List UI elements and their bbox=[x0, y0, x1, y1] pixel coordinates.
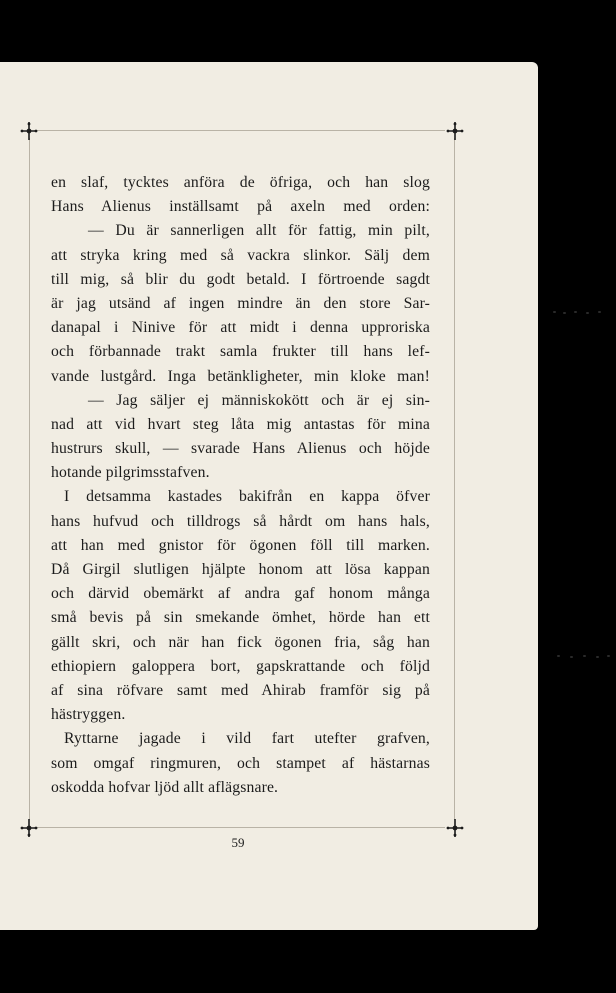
text-line: och därvid obemärkt af andra gaf honom många bbox=[51, 585, 430, 603]
scan-speck bbox=[607, 655, 610, 657]
text-line: Då Girgil slutligen hjälpte honom att lösa kappan bbox=[51, 561, 430, 578]
scan-speck bbox=[583, 655, 586, 657]
text-line: en slaf, tycktes anföra de öfriga, och han slog bbox=[51, 174, 430, 191]
text-line: är jag utsänd af ingen mindre än den store Sar- bbox=[51, 294, 430, 312]
frame-right-rule bbox=[454, 138, 455, 820]
text-line: som omgaf ringmuren, och stampet af hästarnas bbox=[51, 754, 430, 772]
text-line: att stryka kring med så vackra slinkor. Sälj dem bbox=[51, 246, 430, 264]
text-line: små bevis på sin smekande ömhet, hörde han ett bbox=[51, 609, 430, 627]
text-line: hotande pilgrimsstafven. bbox=[51, 464, 210, 482]
scan-speck bbox=[553, 311, 556, 313]
text-line: till mig, så blir du godt betald. I förtroende sagdt bbox=[51, 270, 430, 288]
text-line: Hans Alienus inställsamt på axeln med orden: bbox=[51, 198, 430, 216]
frame-top-rule bbox=[36, 130, 445, 131]
text-line: oskodda hofvar ljöd allt aflägsnare. bbox=[51, 778, 279, 796]
text-line: gällt skri, och när han fick ögonen fria, såg han bbox=[51, 633, 430, 651]
text-line: I detsamma kastades bakifrån en kappa öfver bbox=[64, 488, 430, 506]
scan-speck bbox=[570, 656, 573, 658]
text-line: att han med gnistor för ögonen föll till marken. bbox=[51, 536, 430, 554]
scan-speck bbox=[563, 312, 566, 314]
text-line: danapal i Ninive för att midt i denna upproriska bbox=[51, 319, 430, 337]
text-line: vande lustgård. Inga betänkligheter, min kloke man! bbox=[51, 367, 430, 385]
text-line: hästryggen. bbox=[51, 706, 126, 724]
scan-speck bbox=[598, 311, 601, 313]
scan-speck bbox=[557, 655, 560, 657]
text-line: af sina röfvare samt med Ahirab framför sig på bbox=[51, 681, 430, 699]
text-line: — Jag säljer ej människokött och är ej sin- bbox=[88, 391, 430, 409]
frame-left-rule bbox=[29, 138, 30, 820]
text-line: ethiopiern galoppera bort, gapskrattande och följd bbox=[51, 657, 430, 675]
cross-flourish-icon bbox=[444, 120, 466, 142]
text-line: — Du är sannerligen allt för fattig, min pilt, bbox=[88, 222, 430, 240]
scan-speck bbox=[574, 311, 577, 313]
frame-bottom-rule bbox=[36, 827, 445, 828]
text-line: hustrurs skull, — svarade Hans Alienus och höjde bbox=[51, 440, 430, 458]
text-line: hans hufvud och tilldrogs så hårdt om hans hals, bbox=[51, 512, 430, 530]
scan-speck bbox=[586, 312, 589, 314]
cross-flourish-icon bbox=[18, 120, 40, 142]
body-text bbox=[51, 171, 430, 800]
scan-speck bbox=[596, 656, 599, 658]
text-line: och förbannade trakt samla frukter till hans lef- bbox=[51, 343, 430, 361]
page-number: 59 bbox=[231, 835, 245, 850]
text-line: Ryttarne jagade i vild fart utefter grafven, bbox=[64, 730, 430, 748]
text-line: nad att vid hvart steg låta mig antastas för mina bbox=[51, 415, 430, 433]
